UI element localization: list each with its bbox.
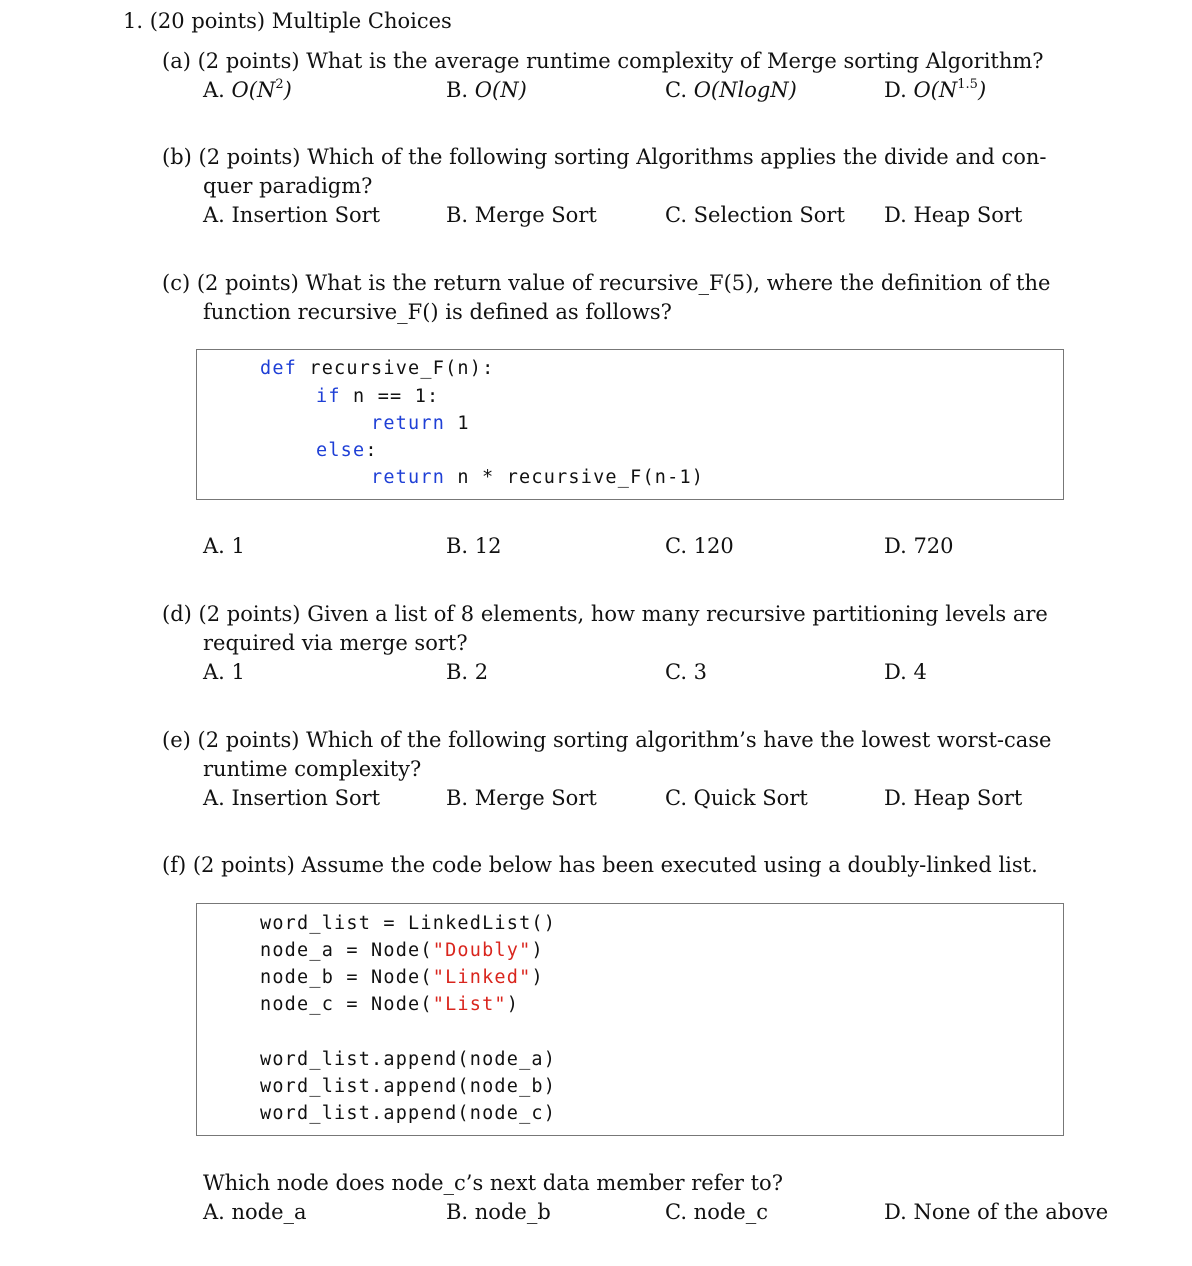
part-d-prompt	[162, 601, 1048, 627]
code-line: return n * recursive_F(n-1)	[371, 467, 705, 488]
code-line: def recursive_F(n):	[260, 358, 495, 379]
option-a-d[interactable]: D. $O(N^{1.5})$	[884, 77, 987, 102]
code-line: word_list.append(node_b)	[260, 1076, 557, 1097]
code-line: else:	[316, 440, 378, 461]
part-b-text-line1: Which of the following sorting Algorithms applies the divide and con-	[307, 145, 1047, 169]
code-line: return 1	[371, 413, 470, 434]
question-points: (20 points)	[149, 9, 266, 33]
part-f-followup: Which node does node_c’s next data member refer to?	[203, 1171, 783, 1195]
code-line: node_c = Node("List")	[260, 994, 520, 1015]
code-line: if n == 1:	[316, 386, 440, 407]
option-e-d[interactable]: D. Heap Sort	[884, 786, 1023, 810]
part-b-prompt	[162, 144, 1047, 170]
part-f-text: Assume the code below has been executed using a doubly-linked list.	[301, 853, 1038, 877]
part-d-label: (d)	[162, 602, 192, 626]
part-b-text-line2: quer paradigm?	[203, 174, 373, 198]
option-a-c[interactable]: C. O(NlogN)	[665, 78, 797, 102]
part-f-prompt	[162, 852, 1038, 878]
part-e-label: (e)	[162, 728, 191, 752]
option-c-d[interactable]: D. 720	[884, 534, 954, 558]
option-e-c[interactable]: C. Quick Sort	[665, 786, 808, 810]
option-d-c[interactable]: C. 3	[665, 660, 708, 684]
code-line: node_a = Node("Doubly")	[260, 940, 544, 961]
part-b-label: (b)	[162, 145, 192, 169]
part-a-text: What is the average runtime complexity of Merge sorting Algorithm?	[306, 49, 1044, 73]
option-b-c[interactable]: C. Selection Sort	[665, 203, 845, 227]
option-e-a[interactable]: A. Insertion Sort	[203, 786, 381, 810]
question-title: Multiple Choices	[271, 9, 452, 33]
option-e-b[interactable]: B. Merge Sort	[446, 786, 597, 810]
part-f-label: (f)	[162, 853, 187, 877]
part-e-text-line1: Which of the following sorting algorithm’s have the lowest worst-case	[306, 728, 1052, 752]
part-a-points: (2 points)	[197, 49, 300, 73]
part-c-text-line2: function recursive_F() is defined as follows?	[203, 300, 672, 324]
option-b-b[interactable]: B. Merge Sort	[446, 203, 597, 227]
part-e-text-line2: runtime complexity?	[203, 757, 422, 781]
part-f-points: (2 points)	[192, 853, 295, 877]
part-c-prompt	[162, 270, 1050, 296]
code-block-recursive	[196, 349, 1064, 500]
question-header	[123, 8, 452, 34]
option-f-b[interactable]: B. node_b	[446, 1200, 551, 1224]
code-line: word_list.append(node_a)	[260, 1049, 557, 1070]
part-e-points: (2 points)	[197, 728, 300, 752]
question-number: 1.	[123, 9, 144, 33]
part-e-prompt	[162, 727, 1051, 753]
option-c-a[interactable]: A. 1	[203, 534, 245, 558]
code-line: word_list.append(node_c)	[260, 1103, 557, 1124]
option-c-c[interactable]: C. 120	[665, 534, 734, 558]
option-a-b[interactable]: B. O(N)	[446, 78, 527, 102]
option-b-a[interactable]: A. Insertion Sort	[203, 203, 381, 227]
part-c-text-line1: What is the return value of recursive_F(5), where the definition of the	[305, 271, 1051, 295]
code-block-linked-list	[196, 903, 1064, 1136]
option-f-c[interactable]: C. node_c	[665, 1200, 768, 1224]
part-a-prompt	[162, 48, 1044, 74]
option-c-b[interactable]: B. 12	[446, 534, 502, 558]
option-f-d[interactable]: D. None of the above	[884, 1200, 1109, 1224]
option-a-a[interactable]: A. $O(N^2)$	[203, 77, 292, 102]
part-c-label: (c)	[162, 271, 191, 295]
option-f-a[interactable]: A. node_a	[203, 1200, 307, 1224]
code-line: node_b = Node("Linked")	[260, 967, 544, 988]
code-line: word_list = LinkedList()	[260, 913, 557, 934]
option-d-b[interactable]: B. 2	[446, 660, 489, 684]
part-b-points: (2 points)	[198, 145, 301, 169]
option-b-d[interactable]: D. Heap Sort	[884, 203, 1023, 227]
part-d-text-line1: Given a list of 8 elements, how many recursive partitioning levels are	[307, 602, 1048, 626]
option-d-d[interactable]: D. 4	[884, 660, 927, 684]
part-d-points: (2 points)	[198, 602, 301, 626]
option-d-a[interactable]: A. 1	[203, 660, 245, 684]
part-a-label: (a)	[162, 49, 191, 73]
part-c-points: (2 points)	[196, 271, 299, 295]
part-d-text-line2: required via merge sort?	[203, 631, 468, 655]
